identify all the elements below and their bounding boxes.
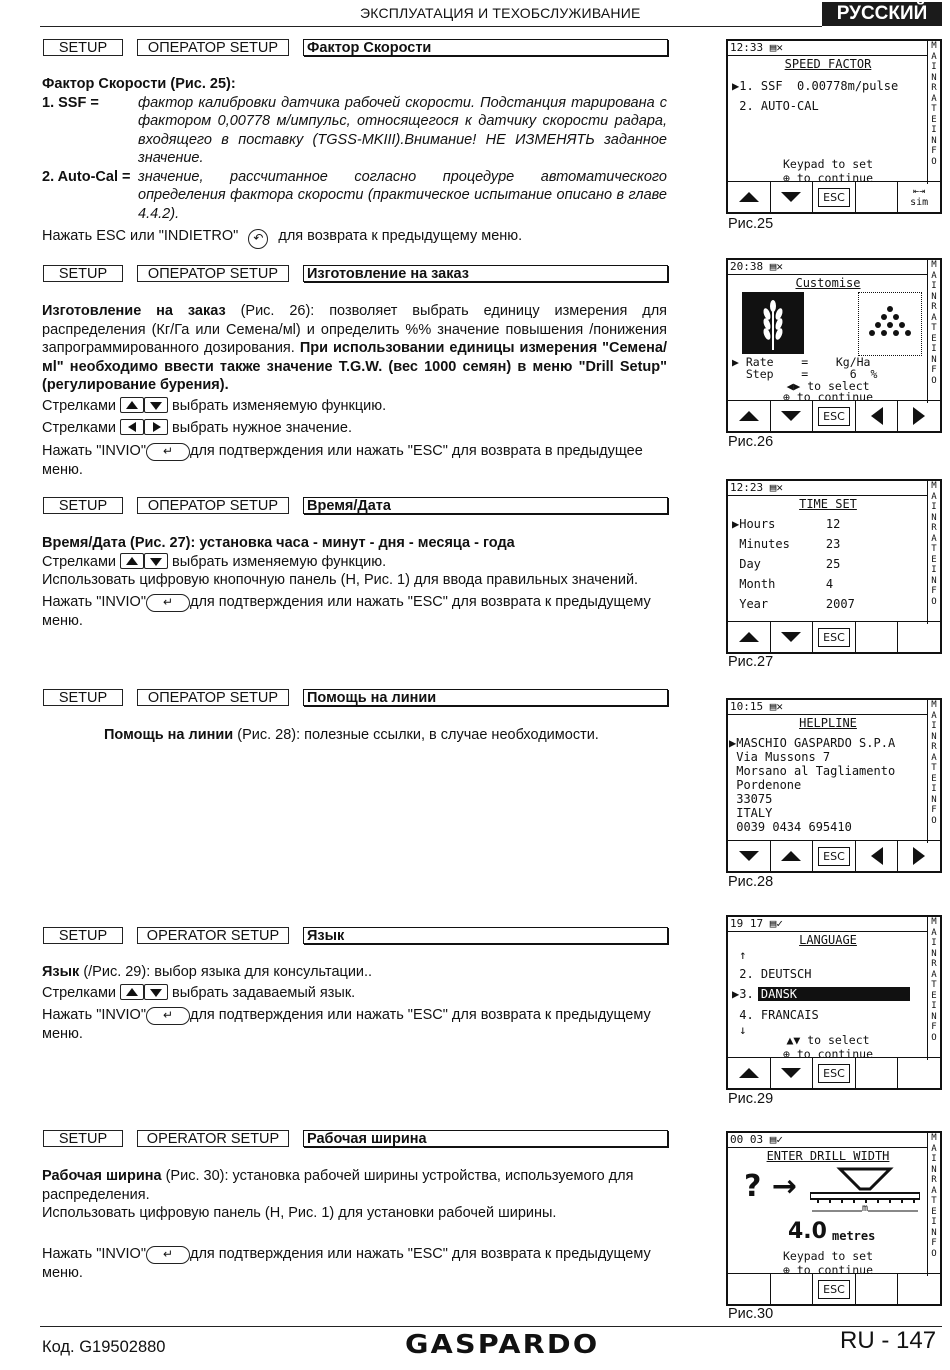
tab-operator-setup: OPERATOR SETUP: [137, 927, 289, 944]
tab-setup: SETUP: [43, 39, 123, 56]
lcd-hint: Keypad to set: [782, 1249, 873, 1263]
lcd-softkeys: [728, 1273, 940, 1304]
arrows-post: выбрать изменяемую функцию.: [172, 553, 387, 570]
softkey-down-icon[interactable]: [771, 401, 814, 431]
lcd-line: ↓: [732, 1023, 747, 1037]
arrows-line: [42, 419, 667, 438]
figure-caption: Рис.28: [728, 874, 774, 890]
lcd-line: ▶MASCHIO GASPARDO S.P.A: [729, 736, 896, 750]
invio-post: для подтверждения или нажать "ESC" для возврата к предыдущему меню.: [42, 593, 651, 629]
tab-section-title: Фактор Скорости: [303, 39, 668, 56]
tab-section-title: Рабочая ширина: [303, 1130, 668, 1147]
header-title: ЭКСПЛУАТАЦИЯ И ТЕХОБСЛУЖИВАНИЕ: [360, 5, 641, 21]
softkey-up-icon[interactable]: [771, 841, 814, 871]
softkey-blank[interactable]: [856, 1058, 899, 1088]
lcd-line: ↑: [732, 948, 747, 962]
lcd-language: [726, 915, 942, 1090]
lcd-speed-factor: [726, 39, 942, 214]
lcd-line: 4. FRANCAIS: [732, 1008, 819, 1022]
invio-post: для подтверждения или нажать "ESC" для возврата к предыдущему меню.: [42, 1007, 651, 1042]
lcd-line: Month 4: [732, 577, 834, 591]
language-badge: РУССКИЙ: [822, 2, 942, 26]
item-text: значение, рассчитанное согласно процедуре автоматического определения фактора скорости (практическое испытание описано в главе 4.4.2).: [138, 168, 667, 222]
item-ssf: [42, 94, 667, 168]
lcd-title: Customise: [795, 276, 861, 290]
lcd-hint: ◀▶ to select: [786, 379, 870, 393]
lcd-hint: Keypad to set: [782, 157, 873, 171]
lcd-hint: ⊕ to continue: [782, 1047, 873, 1061]
softkey-down-icon[interactable]: [771, 622, 814, 652]
lcd-title: TIME SET: [799, 497, 857, 511]
tab-setup: SETUP: [43, 927, 123, 944]
lcd-softkeys: [728, 400, 940, 431]
section-time-date: [42, 534, 667, 630]
lcd-status-bar: 19 17 ▤✓: [728, 917, 928, 932]
lcd-drill-width: [726, 1131, 942, 1306]
figure-caption: Рис.29: [728, 1091, 774, 1107]
softkey-blank[interactable]: [856, 182, 899, 212]
tab-operator-setup: ОПЕРАТОР SETUP: [137, 39, 289, 56]
language-text: (/Рис. 29): выбор языка для консультации..: [83, 964, 373, 980]
lcd-side-menu: M A I N R A T E I N F O: [927, 481, 940, 624]
lcd-hint: ⊕ to continue: [782, 1263, 873, 1277]
invio-pre: Нажать "INVIO": [42, 1007, 146, 1023]
softkey-down-icon[interactable]: [728, 841, 771, 871]
enter-key-icon: ↵: [146, 594, 190, 612]
softkey-esc[interactable]: ESC: [813, 401, 856, 431]
tab-operator-setup: ОПЕРАТОР SETUP: [137, 689, 289, 706]
arrows-pre: Стрелками: [42, 553, 117, 570]
lcd-softkeys: [728, 181, 940, 212]
softkey-right-icon[interactable]: [898, 401, 940, 431]
section-heading: Рабочая ширина: [42, 1168, 162, 1184]
invio-line: [42, 593, 667, 631]
invio-line: [42, 1245, 667, 1283]
lcd-line: Day 25: [732, 557, 841, 571]
lcd-line: ▶1. SSF 0.00778m/pulse: [732, 79, 899, 93]
figure-caption: Рис.26: [728, 434, 774, 450]
width-unit: metres: [832, 1229, 876, 1243]
tab-operator-setup: ОПЕРАТОР SETUP: [137, 497, 289, 514]
invio-pre: Нажать "INVIO": [42, 1245, 146, 1262]
item-text: фактор калибровки датчика рабочей скорости. Подстанция тарирована с фактором 0,00778 м/импульс, относящегося к датчику скорости радара, входящего в поставку (TGSS-MKIII).Внимание! НЕ ИЗМЕНЯТЬ заданное значение.: [138, 94, 667, 166]
softkey-blank[interactable]: [898, 1274, 940, 1304]
figure-caption: Рис.25: [728, 216, 774, 232]
softkey-esc[interactable]: ESC: [813, 841, 856, 871]
lcd-side-menu: M A I N R A T E I N F O: [927, 1133, 940, 1276]
arrows-pre: Стрелками: [42, 420, 117, 436]
figure-caption: Рис.30: [728, 1306, 774, 1322]
wheat-icon: [742, 292, 804, 354]
arrows-line: [42, 984, 667, 1003]
arrows-line: [42, 397, 667, 416]
lcd-line: ▶ Rate = Kg/Ha: [732, 355, 871, 369]
seeds-icon: [858, 292, 922, 356]
section-heading: Помощь на линии: [104, 727, 234, 743]
keypad-text: Использовать цифровую панель (H, Рис. 1) для установки рабочей ширины.: [42, 1205, 557, 1221]
lcd-status-bar: 12:33 ▤✕: [728, 41, 928, 56]
item-autocal: [42, 168, 667, 224]
customise-paragraph: [42, 302, 667, 395]
section-working-width: [42, 1167, 667, 1282]
updown-keys-icon: [120, 553, 168, 572]
width-value: 4.0: [788, 1219, 827, 1244]
lcd-line: 0039 0434 695410: [729, 820, 852, 834]
softkey-esc[interactable]: ESC: [813, 1274, 856, 1304]
footer-rule: [40, 1326, 942, 1327]
enter-key-icon: ↵: [146, 443, 190, 461]
lcd-line: Via Mussons 7: [729, 750, 831, 764]
lcd-side-menu: M A I N R A T E I N F O: [927, 917, 940, 1060]
softkey-blank[interactable]: [898, 622, 940, 652]
header-rule: [40, 26, 822, 27]
softkey-down-icon[interactable]: [771, 1058, 814, 1088]
lcd-side-menu: M A I N R A T E I N F O: [927, 260, 940, 403]
softkey-esc[interactable]: ESC: [813, 182, 856, 212]
softkey-up-icon[interactable]: [728, 401, 771, 431]
lcd-line: Step = 6 %: [732, 367, 878, 381]
lcd-helpline: [726, 698, 942, 873]
softkey-blank[interactable]: [856, 622, 899, 652]
lcd-status-bar: 10:15 ▤✕: [728, 700, 928, 715]
figure-caption: Рис.27: [728, 654, 774, 670]
arrows-line: [42, 553, 667, 572]
invio-post: для подтверждения или нажать "ESC" для возврата к предыдущему меню.: [42, 1245, 651, 1281]
arrows-pre: Стрелками: [42, 984, 117, 1001]
language-paragraph: [42, 963, 667, 982]
lcd-hint: ⊕ to continue: [782, 171, 873, 185]
document-code: Код. G19502880: [42, 1338, 166, 1356]
lcd-line: 2. DEUTSCH: [732, 967, 812, 981]
lcd-line: 2. AUTO-CAL: [732, 99, 819, 113]
esc-pre: Нажать ESC или "INDIETRO": [42, 228, 239, 244]
tab-section-title: Помощь на линии: [303, 689, 668, 706]
keypad-text: Использовать цифровую кнопочную панель (H, Рис. 1) для ввода правильных значений.: [42, 572, 639, 588]
lcd-line: ▶Hours 12: [732, 517, 841, 531]
item-label: 1. SSF =: [42, 94, 99, 111]
esc-instruction: [42, 227, 667, 249]
tab-operator-setup: ОПЕРАТОР SETUP: [137, 265, 289, 282]
paragraph-text: (Рис. 26): позволяет выбрать единицу измерения для распределения (Кг/Га или Семена/мl) и определить %% значение повышения /понижения запрограммированного дозирования.: [42, 303, 668, 356]
paragraph-bold: При использовании единицы измерения "Семена/мl" необходимо ввести также значение T.G.W. (вес 1000 семян) в меню "Drill Setup" (регулирование бурения).: [42, 340, 668, 393]
softkey-up-icon[interactable]: [728, 1058, 771, 1088]
section-heading: Фактор Скорости (Рис. 25):: [42, 76, 236, 92]
softkey-blank[interactable]: [898, 1058, 940, 1088]
softkey-blank[interactable]: [856, 1274, 899, 1304]
invio-pre: Нажать "INVIO": [42, 442, 146, 459]
width-paragraph: [42, 1167, 667, 1204]
invio-pre: Нажать "INVIO": [42, 593, 146, 610]
lcd-softkeys: [728, 1057, 940, 1088]
lcd-title: ENTER DRILL WIDTH: [766, 1149, 890, 1163]
softkey-up-icon[interactable]: [728, 622, 771, 652]
lcd-line: 33075: [729, 792, 773, 806]
back-key-icon: ↶: [248, 229, 268, 249]
softkey-esc[interactable]: ESC: [813, 1058, 856, 1088]
lcd-title: LANGUAGE: [799, 933, 857, 947]
tab-operator-setup: OPERATOR SETUP: [137, 1130, 289, 1147]
lcd-status-bar: 12:23 ▤✕: [728, 481, 928, 496]
tab-setup: SETUP: [43, 689, 123, 706]
lcd-line: Pordenone: [729, 778, 802, 792]
enter-key-icon: ↵: [146, 1246, 190, 1264]
invio-post: для подтверждения или нажать "ESC" для возврата в предыдущее меню.: [42, 442, 643, 478]
lcd-softkeys: [728, 621, 940, 652]
softkey-down-icon[interactable]: [771, 182, 814, 212]
helpline-text: (Рис. 28): полезные ссылки, в случае необходимости.: [237, 727, 599, 743]
lcd-side-menu: M A I N R A T E I N F O: [927, 700, 940, 843]
softkey-sim[interactable]: ⇤⇥ sim: [910, 186, 929, 208]
tab-section-title: Время/Дата: [303, 497, 668, 514]
softkey-blank[interactable]: [771, 1274, 814, 1304]
lcd-line: Minutes 23: [732, 537, 841, 551]
section-heading: Изготовление на заказ: [42, 303, 226, 319]
softkey-up-icon[interactable]: [728, 182, 771, 212]
lcd-title: HELPLINE: [799, 716, 857, 730]
invio-line: [42, 442, 667, 480]
lcd-softkeys: [728, 840, 940, 871]
arrows-post: выбрать изменяемую функцию.: [172, 397, 387, 414]
lcd-status-bar: 20:38 ▤✕: [728, 260, 928, 275]
lcd-line: Year 2007: [732, 597, 855, 611]
tab-section-title: Изготовление на заказ: [303, 265, 668, 282]
leftright-keys-icon: [120, 419, 168, 438]
softkey-left-icon[interactable]: [856, 841, 899, 871]
softkey-left-icon[interactable]: [856, 401, 899, 431]
arrows-pre: Стрелками: [42, 397, 117, 414]
lcd-side-menu: M A I N R A T E I N F O: [927, 41, 940, 184]
esc-post: для возврата к предыдущему меню.: [278, 228, 523, 244]
updown-keys-icon: [120, 984, 168, 1003]
drill-icon: m: [810, 1167, 920, 1231]
item-label: 2. Auto-Cal =: [42, 168, 131, 185]
tab-setup: SETUP: [43, 265, 123, 282]
softkey-blank[interactable]: [728, 1274, 771, 1304]
lcd-line-selected: ▶3. DANSK: [732, 987, 798, 1001]
arrows-post: выбрать нужное значение.: [172, 420, 352, 436]
updown-keys-icon: [120, 397, 168, 416]
arrows-post: выбрать задаваемый язык.: [172, 984, 356, 1001]
section-speed-factor: [42, 75, 667, 249]
tab-setup: SETUP: [43, 497, 123, 514]
softkey-right-icon[interactable]: [898, 841, 940, 871]
section-customise: [42, 302, 667, 479]
width-text: (Рис. 30): установка рабочей ширины устройства, используемого для распределения.: [42, 1168, 634, 1203]
section-heading: Язык: [42, 964, 80, 980]
lcd-line: Morsano al Tagliamento: [729, 764, 896, 778]
section-language: [42, 963, 667, 1044]
page-number: RU - 147: [840, 1327, 937, 1354]
unknown-width: ? →: [744, 1169, 797, 1204]
section-heading: Время/Дата (Рис. 27): установка часа - минут - дня - месяца - года: [42, 535, 515, 551]
softkey-esc[interactable]: ESC: [813, 622, 856, 652]
section-helpline: [104, 726, 664, 745]
lcd-title: SPEED FACTOR: [784, 57, 872, 71]
lcd-time-set: [726, 479, 942, 654]
enter-key-icon: ↵: [146, 1007, 190, 1025]
lcd-hint: ▲▼ to select: [786, 1033, 870, 1047]
lcd-status-bar: 00 03 ▤✓: [728, 1133, 928, 1148]
lcd-line: ITALY: [729, 806, 773, 820]
lcd-customise: [726, 258, 942, 433]
tab-section-title: Язык: [303, 927, 668, 944]
lcd-hint: ⊕ to continue: [782, 390, 873, 404]
brand-logo: GASPARDO: [405, 1330, 600, 1360]
invio-line: [42, 1006, 667, 1044]
tab-setup: SETUP: [43, 1130, 123, 1147]
